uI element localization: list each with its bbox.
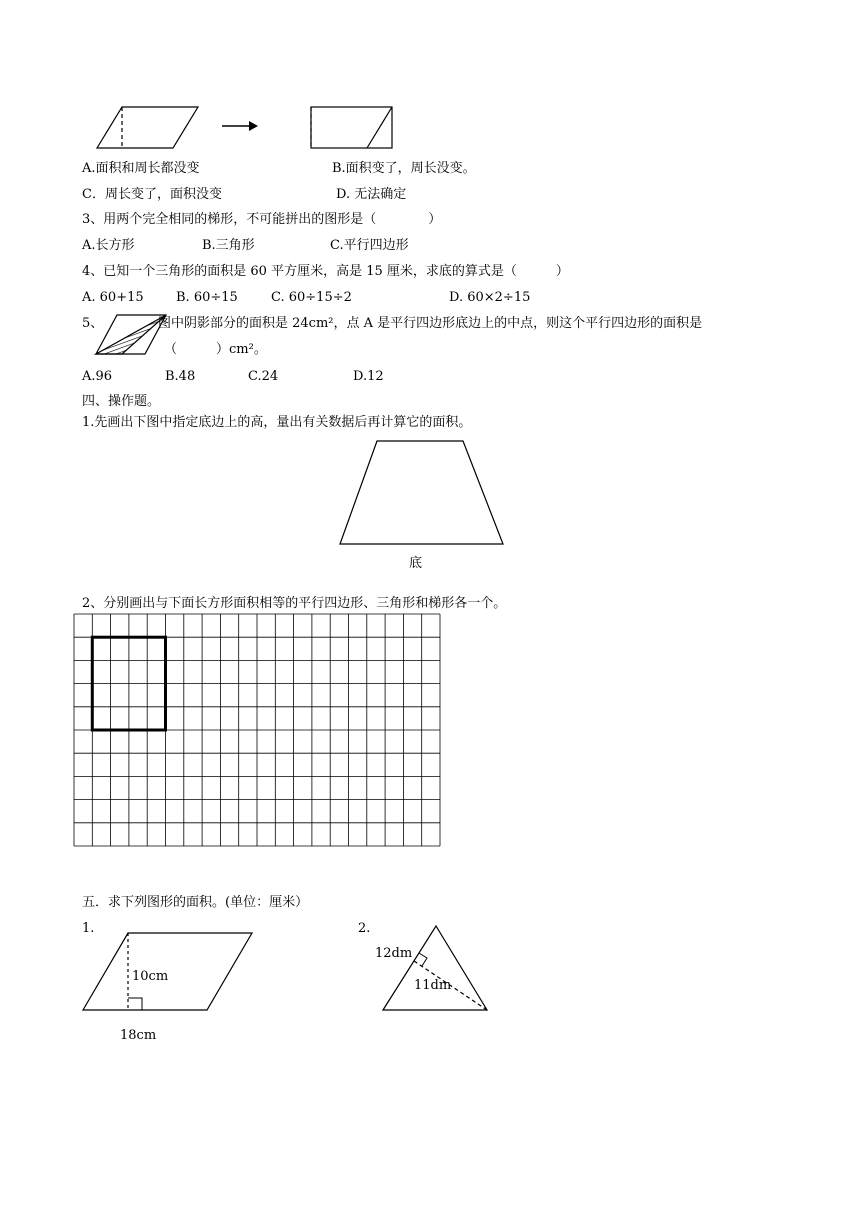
q4-stem: 4、已知一个三角形的面积是 60 平方厘米，高是 15 厘米，求底的算式是（ ） — [82, 264, 569, 279]
q4-option-d: D. 60×2÷15 — [449, 290, 531, 305]
fig2-side-label: 12dm — [375, 946, 413, 961]
q2-option-b: B.面积变了，周长没变。 — [332, 161, 476, 176]
q5-option-a: A.96 — [82, 369, 113, 384]
q5-stem: 图中阴影部分的面积是 24cm²，点 A 是平行四边形底边上的中点，则这个平行四边形的面积是 — [158, 316, 703, 331]
q4-option-a: A. 60+15 — [82, 290, 144, 305]
q5-option-d: D.12 — [353, 369, 384, 384]
fig1-number: 1. — [82, 921, 95, 936]
q3-option-a: A.长方形 — [82, 238, 135, 253]
q3-option-c: C.平行四边形 — [330, 238, 409, 253]
q5-blank: （ ）cm²。 — [164, 342, 267, 357]
q5-option-c: C.24 — [248, 369, 279, 384]
q5-number: 5、 — [82, 316, 104, 331]
fig1-height-label: 10cm — [132, 969, 169, 984]
q5-option-b: B.48 — [165, 369, 196, 384]
trapezoid-base-label: 底 — [409, 556, 423, 571]
q4-option-c: C. 60÷15÷2 — [271, 290, 352, 305]
q3-stem: 3、用两个完全相同的梯形，不可能拼出的图形是（ ） — [82, 212, 442, 227]
q2-option-d: D. 无法确定 — [336, 187, 407, 202]
q2-option-a: A.面积和周长都没变 — [82, 161, 200, 176]
fig2-height-label: 11dm — [414, 978, 452, 993]
fig1-base-label: 18cm — [120, 1028, 157, 1043]
section4-task2: 2、分别画出与下面长方形面积相等的平行四边形、三角形和梯形各一个。 — [82, 596, 507, 611]
q2-option-c: C．周长变了，面积没变 — [82, 187, 222, 202]
q4-option-b: B. 60÷15 — [176, 290, 238, 305]
section4-task1: 1.先画出下图中指定底边上的高，量出有关数据后再计算它的面积。 — [82, 415, 472, 430]
section5-title: 五．求下列图形的面积。(单位：厘米） — [82, 895, 309, 910]
fig2-number: 2. — [358, 921, 371, 936]
q3-option-b: B.三角形 — [202, 238, 255, 253]
section4-title: 四、操作题。 — [82, 394, 161, 409]
